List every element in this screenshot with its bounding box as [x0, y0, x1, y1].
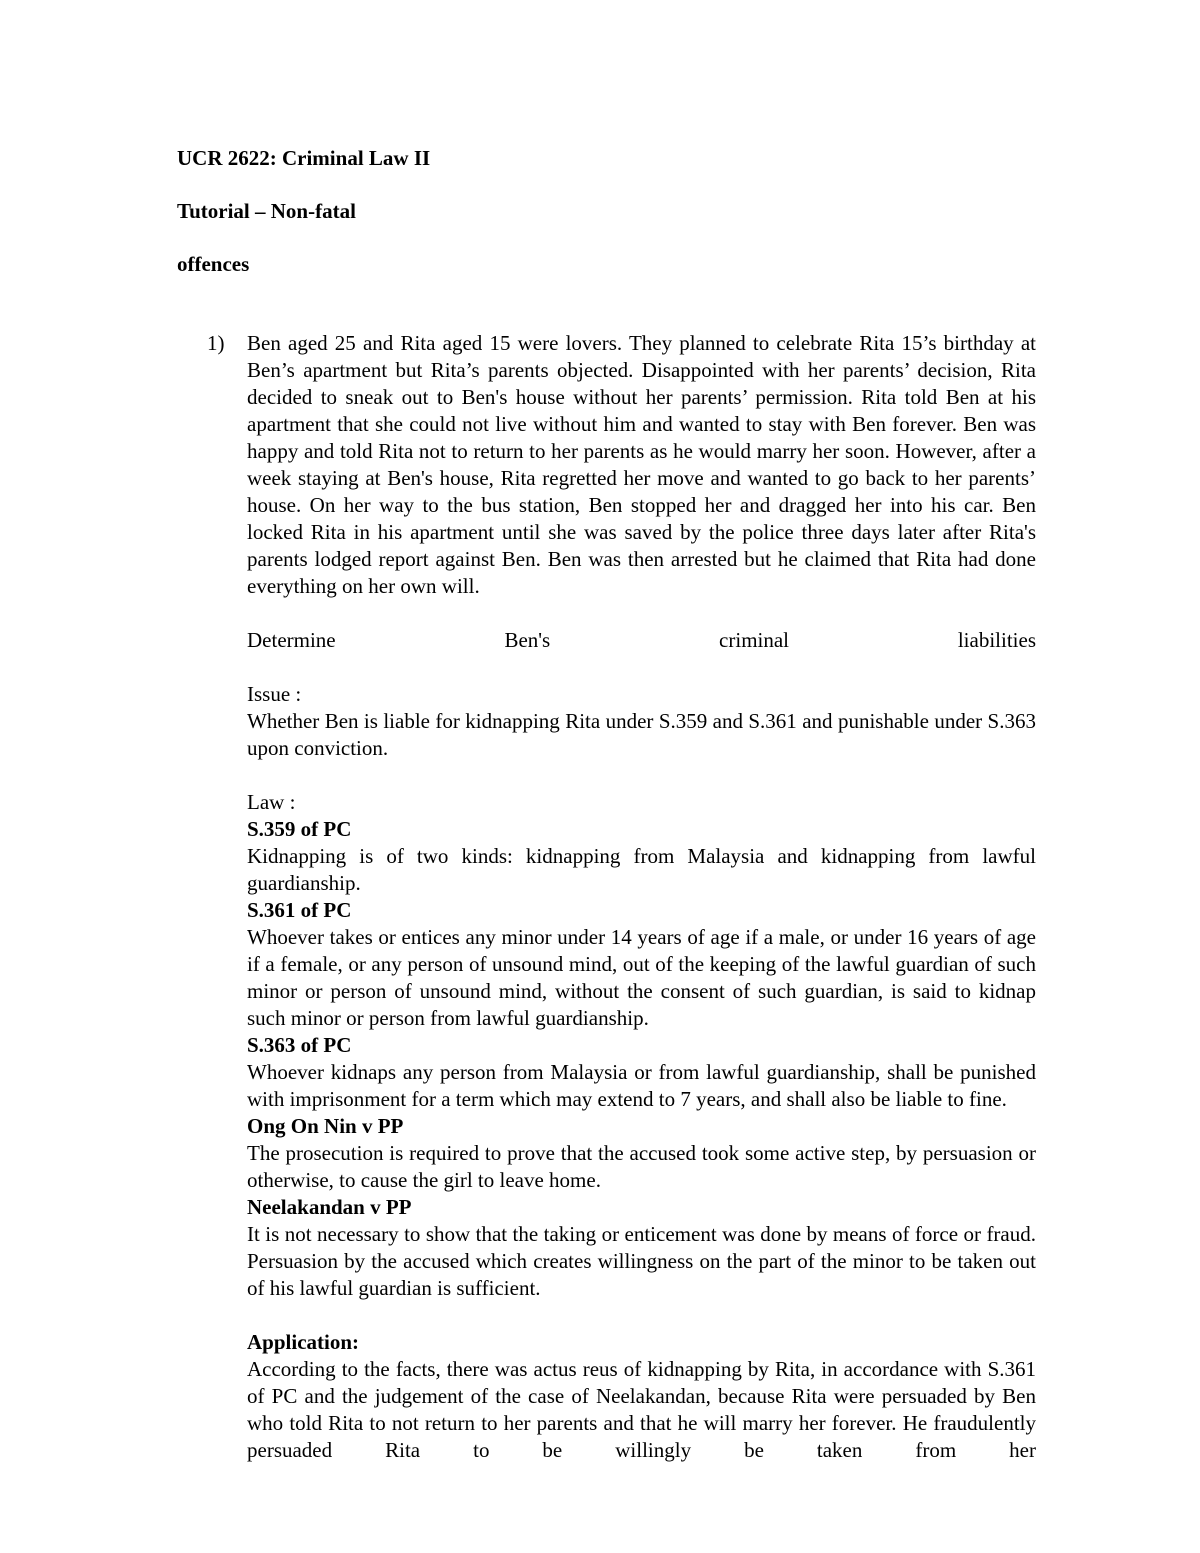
- law-label: Law :: [247, 790, 296, 814]
- case-heading-ong-on-nin: Ong On Nin v PP: [247, 1114, 404, 1138]
- question-number: 1): [207, 331, 225, 355]
- case-text-neelakandan: It is not necessary to show that the taking or enticement was done by means of force or fraud. Persuasion by the accused which creates willingness on the part of the minor to be taken out of his lawful guardian is sufficient.: [247, 1222, 1036, 1300]
- application-text: According to the facts, there was actus reus of kidnapping by Rita, in accordance with S.361 of PC and the judgement of the case of Neelakandan, because Rita were persuaded by Ben who told Rita to not return to her parents and that he will marry her forever. He fraudulently persuaded Rita to be willingly be taken from her: [247, 1357, 1036, 1462]
- law-heading-s363: S.363 of PC: [247, 1033, 352, 1057]
- question-facts: Ben aged 25 and Rita aged 15 were lovers. They planned to celebrate Rita 15’s birthday at Ben’s apartment but Rita’s parents objected. Disappointed with her parents’ decision, Rita decided to sneak out to Ben's house without her parents’ permission. Rita told Ben at his apartment that she could not live without him and wanted to stay with Ben forever. Ben was happy and told Rita not to return to her parents as he would marry her soon. However, after a week staying at Ben's house, Rita regretted her move and wanted to go back to her parents’ house. On her way to the bus station, Ben stopped her and dragged her into his car. Ben locked Rita in his apartment until she was saved by the police three days later after Rita's parents lodged report against Ben. Ben was then arrested but he claimed that Rita had done everything on her own will.: [247, 331, 1036, 598]
- law-heading-s359: S.359 of PC: [247, 817, 352, 841]
- tutorial-subtitle: offences: [177, 252, 250, 276]
- task-word: Determine: [247, 628, 336, 652]
- application-label: Application:: [247, 1330, 360, 1354]
- law-text-s359: Kidnapping is of two kinds: kidnapping from Malaysia and kidnapping from lawful guardianship.: [247, 844, 1036, 895]
- course-title: UCR 2622: Criminal Law II: [177, 146, 431, 170]
- question-task: [247, 627, 1036, 654]
- law-text-s361: Whoever takes or entices any minor under 14 years of age if a male, or under 16 years of age if a female, or any person of unsound mind, out of the keeping of the lawful guardian of such minor or person of unsound mind, without the consent of such guardian, is said to kidnap such minor or person from lawful guardianship.: [247, 925, 1036, 1030]
- issue-label: Issue :: [247, 682, 302, 706]
- law-text-s363: Whoever kidnaps any person from Malaysia or from lawful guardianship, shall be punished with imprisonment for a term which may extend to 7 years, and shall also be liable to fine.: [247, 1060, 1036, 1111]
- task-word: criminal: [719, 628, 790, 652]
- case-heading-neelakandan: Neelakandan v PP: [247, 1195, 412, 1219]
- issue-text: Whether Ben is liable for kidnapping Rita under S.359 and S.361 and punishable under S.363 upon conviction.: [247, 709, 1036, 760]
- law-heading-s361: S.361 of PC: [247, 898, 352, 922]
- question-body: [247, 330, 1036, 1464]
- task-word: liabilities: [957, 628, 1036, 652]
- tutorial-title: Tutorial – Non-fatal: [177, 199, 356, 223]
- document-header: [177, 145, 877, 304]
- task-word: Ben's: [504, 628, 551, 652]
- case-text-ong-on-nin: The prosecution is required to prove that the accused took some active step, by persuasion or otherwise, to cause the girl to leave home.: [247, 1141, 1036, 1192]
